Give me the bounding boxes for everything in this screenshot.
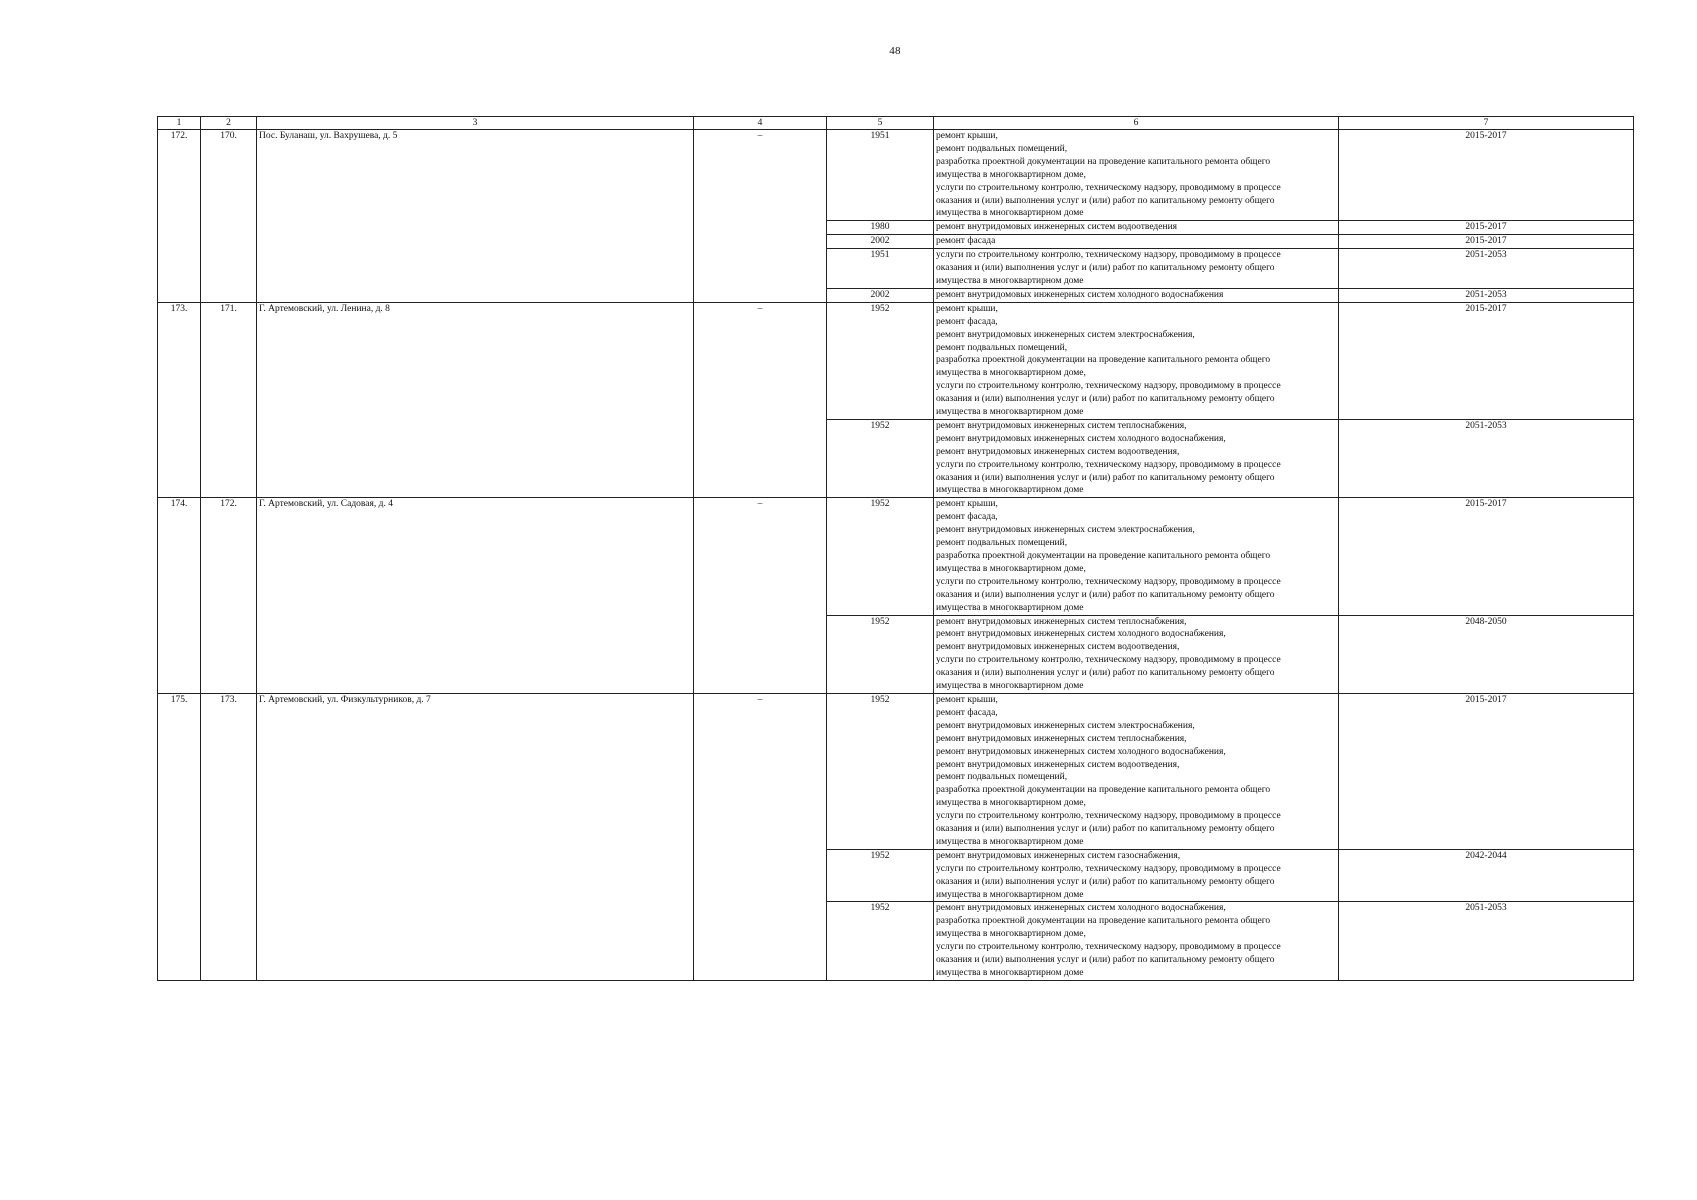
column-header: 2: [201, 117, 257, 130]
year-cell: 1952: [827, 849, 934, 902]
period-cell: 2015-2017: [1339, 302, 1634, 419]
year-cell: 1952: [827, 902, 934, 980]
works-cell: ремонт внутридомовых инженерных систем холодного водоснабжения: [934, 288, 1339, 302]
table-row: [158, 130, 1634, 221]
column-header: 7: [1339, 117, 1634, 130]
column-4-value: –: [694, 693, 827, 980]
column-header: 1: [158, 117, 201, 130]
period-cell: 2051-2053: [1339, 249, 1634, 289]
column-header: 6: [934, 117, 1339, 130]
page-number: 48: [889, 45, 901, 57]
works-cell: ремонт внутридомовых инженерных систем теплоснабжения, ремонт внутридомовых инженерных систем холодного водоснабжения, ремонт внутридомовых инженерных систем водоотведения, услуги по строительному контролю, техническому надзору, проводимому в процессе оказания и (или) выполнения услуг и (или) работ по капитальному ремонту общего имущества в многоквартирном доме: [934, 615, 1339, 693]
house-address: Пос. Буланаш, ул. Вахрушева, д. 5: [257, 130, 694, 303]
row-number: 174.: [158, 498, 201, 694]
house-address: Г. Артемовский, ул. Ленина, д. 8: [257, 302, 694, 498]
column-number-row: [158, 117, 1634, 130]
works-cell: ремонт крыши, ремонт фасада, ремонт внутридомовых инженерных систем электроснабжения, ремонт подвальных помещений, разработка проектной документации на проведение капитального ремонта общего имущества в многоквартирном доме, услуги по строительному контролю, техническому надзору, проводимому в процессе оказания и (или) выполнения услуг и (или) работ по капитальному ремонту общего имущества в многоквартирном доме: [934, 498, 1339, 615]
period-cell: 2051-2053: [1339, 288, 1634, 302]
column-header: 3: [257, 117, 694, 130]
period-cell: 2015-2017: [1339, 130, 1634, 221]
house-address: Г. Артемовский, ул. Садовая, д. 4: [257, 498, 694, 694]
works-cell: ремонт фасада: [934, 235, 1339, 249]
period-cell: 2042-2044: [1339, 849, 1634, 902]
works-cell: ремонт внутридомовых инженерных систем холодного водоснабжения, разработка проектной документации на проведение капитального ремонта общего имущества в многоквартирном доме, услуги по строительному контролю, техническому надзору, проводимому в процессе оказания и (или) выполнения услуг и (или) работ по капитальному ремонту общего имущества в многоквартирном доме: [934, 902, 1339, 980]
house-index: 170.: [201, 130, 257, 303]
column-4-value: –: [694, 498, 827, 694]
house-index: 173.: [201, 693, 257, 980]
column-4-value: –: [694, 130, 827, 303]
year-cell: 1951: [827, 130, 934, 221]
year-cell: 1980: [827, 221, 934, 235]
year-cell: 1952: [827, 693, 934, 849]
year-cell: 1951: [827, 249, 934, 289]
year-cell: 1952: [827, 498, 934, 615]
row-number: 175.: [158, 693, 201, 980]
period-cell: 2015-2017: [1339, 221, 1634, 235]
table-row: [158, 302, 1634, 419]
house-index: 171.: [201, 302, 257, 498]
year-cell: 2002: [827, 235, 934, 249]
period-cell: 2048-2050: [1339, 615, 1634, 693]
works-cell: ремонт внутридомовых инженерных систем водоотведения: [934, 221, 1339, 235]
period-cell: 2015-2017: [1339, 498, 1634, 615]
table-row: [158, 498, 1634, 615]
column-header: 4: [694, 117, 827, 130]
works-cell: услуги по строительному контролю, техническому надзору, проводимому в процессе оказания и (или) выполнения услуг и (или) работ по капитальному ремонту общего имущества в многоквартирном доме: [934, 249, 1339, 289]
house-index: 172.: [201, 498, 257, 694]
works-cell: ремонт внутридомовых инженерных систем газоснабжения, услуги по строительному контролю, техническому надзору, проводимому в процессе оказания и (или) выполнения услуг и (или) работ по капитальному ремонту общего имущества в многоквартирном доме: [934, 849, 1339, 902]
period-cell: 2051-2053: [1339, 419, 1634, 497]
works-cell: ремонт крыши, ремонт подвальных помещений, разработка проектной документации на проведение капитального ремонта общего имущества в многоквартирном доме, услуги по строительному контролю, техническому надзору, проводимому в процессе оказания и (или) выполнения услуг и (или) работ по капитальному ремонту общего имущества в многоквартирном доме: [934, 130, 1339, 221]
year-cell: 2002: [827, 288, 934, 302]
period-cell: 2051-2053: [1339, 902, 1634, 980]
column-4-value: –: [694, 302, 827, 498]
column-header: 5: [827, 117, 934, 130]
table-row: [158, 693, 1634, 849]
year-cell: 1952: [827, 302, 934, 419]
row-number: 173.: [158, 302, 201, 498]
repair-schedule-table: [157, 116, 1634, 981]
period-cell: 2015-2017: [1339, 235, 1634, 249]
table-body: [158, 130, 1634, 981]
works-cell: ремонт крыши, ремонт фасада, ремонт внутридомовых инженерных систем электроснабжения, ремонт подвальных помещений, разработка проектной документации на проведение капитального ремонта общего имущества в многоквартирном доме, услуги по строительному контролю, техническому надзору, проводимому в процессе оказания и (или) выполнения услуг и (или) работ по капитальному ремонту общего имущества в многоквартирном доме: [934, 302, 1339, 419]
house-address: Г. Артемовский, ул. Физкультурников, д. 7: [257, 693, 694, 980]
period-cell: 2015-2017: [1339, 693, 1634, 849]
year-cell: 1952: [827, 615, 934, 693]
year-cell: 1952: [827, 419, 934, 497]
works-cell: ремонт внутридомовых инженерных систем теплоснабжения, ремонт внутридомовых инженерных систем холодного водоснабжения, ремонт внутридомовых инженерных систем водоотведения, услуги по строительному контролю, техническому надзору, проводимому в процессе оказания и (или) выполнения услуг и (или) работ по капитальному ремонту общего имущества в многоквартирном доме: [934, 419, 1339, 497]
works-cell: ремонт крыши, ремонт фасада, ремонт внутридомовых инженерных систем электроснабжения, ремонт внутридомовых инженерных систем теплоснабжения, ремонт внутридомовых инженерных систем холодного водоснабжения, ремонт внутридомовых инженерных систем водоотведения, ремонт подвальных помещений, разработка проектной документации на проведение капитального ремонта общего имущества в многоквартирном доме, услуги по строительному контролю, техническому надзору, проводимому в процессе оказания и (или) выполнения услуг и (или) работ по капитальному ремонту общего имущества в многоквартирном доме: [934, 693, 1339, 849]
row-number: 172.: [158, 130, 201, 303]
